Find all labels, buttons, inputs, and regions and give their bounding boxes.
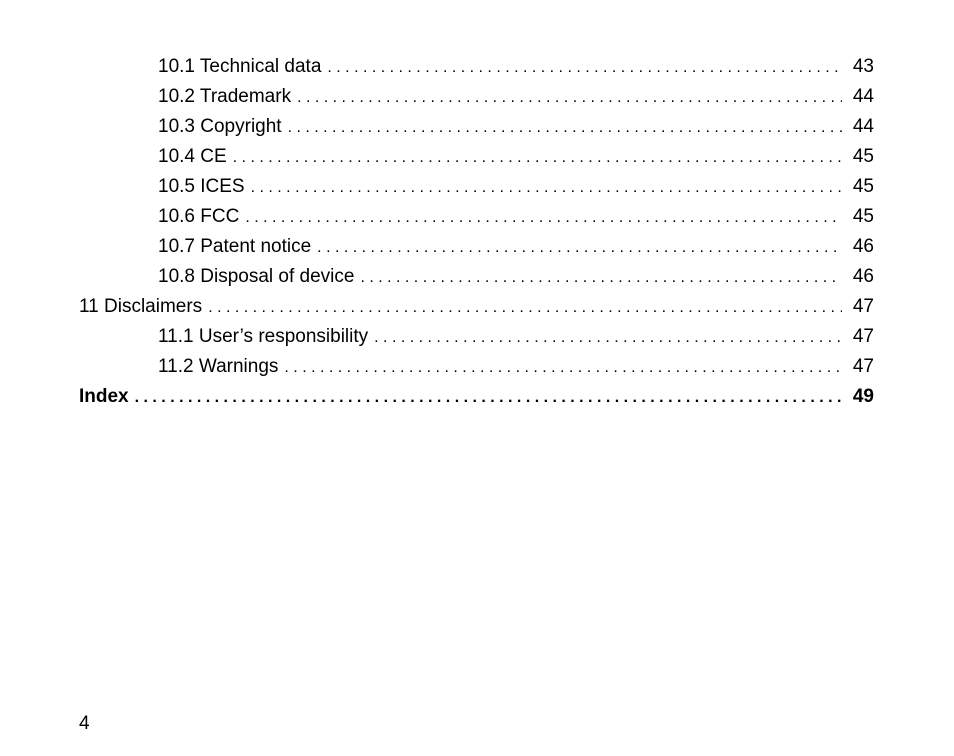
toc-entry-disposal-of-device[interactable] <box>0 262 954 292</box>
toc-entry-fcc[interactable] <box>0 202 954 232</box>
toc-dot-leader <box>233 143 842 173</box>
toc-entry-warnings[interactable] <box>0 352 954 382</box>
toc-entry-title: 10.6 FCC <box>158 206 240 227</box>
toc-entry-page: 43 <box>852 56 874 77</box>
toc-entry-users-responsibility[interactable] <box>0 322 954 352</box>
table-of-contents <box>0 52 954 412</box>
toc-entry-page: 44 <box>852 86 874 107</box>
toc-entry-title: 11.1 User’s responsibility <box>158 326 369 347</box>
toc-dot-leader <box>360 263 842 293</box>
toc-entry-page: 46 <box>852 266 874 287</box>
toc-entry-title: 10.5 ICES <box>158 176 245 197</box>
toc-entry-ce[interactable] <box>0 142 954 172</box>
toc-entry-page: 47 <box>852 356 874 377</box>
toc-entry-page: 47 <box>852 326 874 347</box>
toc-dot-leader <box>327 53 842 83</box>
toc-entry-page: 45 <box>852 146 874 167</box>
toc-entry-title: 10.8 Disposal of device <box>158 266 355 287</box>
toc-entry-page: 46 <box>852 236 874 257</box>
toc-entry-page: 44 <box>852 116 874 137</box>
toc-entry-title: 10.1 Technical data <box>158 56 322 77</box>
toc-entry-title: 10.4 CE <box>158 146 227 167</box>
toc-entry-copyright[interactable] <box>0 112 954 142</box>
toc-entry-technical-data[interactable] <box>0 52 954 82</box>
toc-entry-trademark[interactable] <box>0 82 954 112</box>
toc-dot-leader <box>245 203 842 233</box>
toc-entry-title: 10.7 Patent notice <box>158 236 312 257</box>
toc-entry-disclaimers[interactable] <box>0 292 954 322</box>
toc-dot-leader <box>297 83 842 113</box>
toc-dot-leader <box>374 323 842 353</box>
toc-dot-leader <box>251 173 842 203</box>
toc-dot-leader <box>317 233 842 263</box>
page-number: 4 <box>79 713 90 734</box>
toc-entry-page: 49 <box>852 386 874 407</box>
toc-entry-title: 11.2 Warnings <box>158 356 279 377</box>
toc-entry-title: 10.2 Trademark <box>158 86 292 107</box>
toc-entry-title: Index <box>79 386 129 407</box>
toc-dot-leader <box>135 383 842 413</box>
toc-entry-page: 47 <box>852 296 874 317</box>
toc-entry-page: 45 <box>852 176 874 197</box>
toc-dot-leader <box>288 113 842 143</box>
toc-entry-ices[interactable] <box>0 172 954 202</box>
toc-dot-leader <box>208 293 842 323</box>
toc-entry-patent-notice[interactable] <box>0 232 954 262</box>
toc-entry-title: 10.3 Copyright <box>158 116 282 137</box>
toc-entry-page: 45 <box>852 206 874 227</box>
toc-entry-title: 11 Disclaimers <box>79 296 203 317</box>
toc-dot-leader <box>284 353 842 383</box>
toc-entry-index[interactable] <box>0 382 954 412</box>
